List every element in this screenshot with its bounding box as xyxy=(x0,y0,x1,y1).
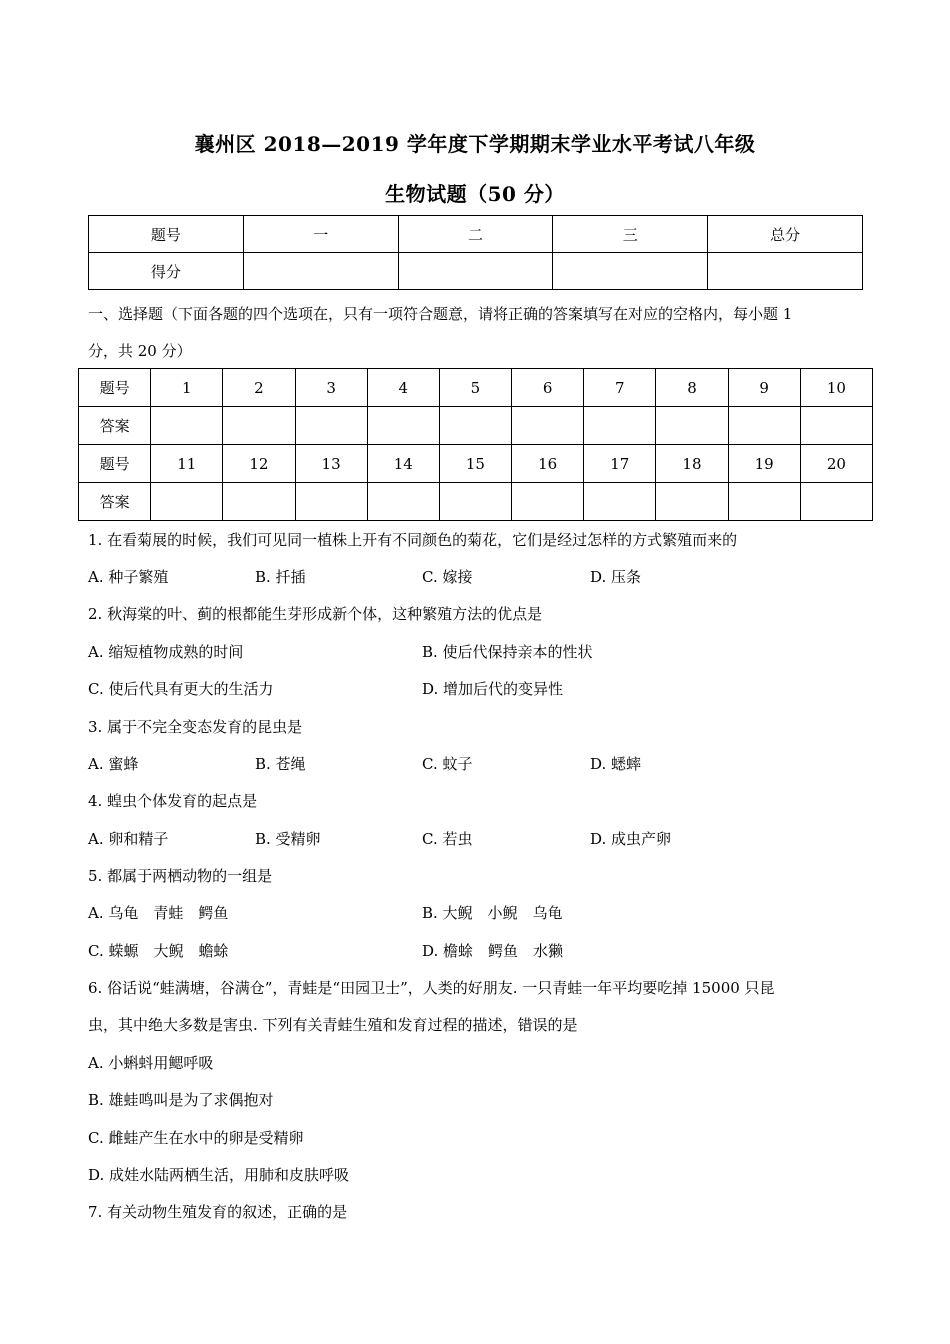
table-cell: 16 xyxy=(512,445,584,483)
table-cell: 12 xyxy=(223,445,295,483)
table-cell: 总分 xyxy=(708,216,863,253)
answer-table-number-row xyxy=(79,445,873,483)
answer-entry-cell xyxy=(295,407,367,445)
answer-entry-cell xyxy=(223,407,295,445)
table-cell: 5 xyxy=(439,369,511,407)
table-cell: 13 xyxy=(295,445,367,483)
q4-option-d: D. 成虫产卵 xyxy=(590,830,672,848)
answer-entry-cell xyxy=(367,483,439,521)
q6-option-a: A. 小蝌蚪用鳃呼吸 xyxy=(88,1054,214,1072)
q1-option-d: D. 压条 xyxy=(590,568,642,586)
answer-entry-cell xyxy=(223,483,295,521)
table-cell: 7 xyxy=(584,369,656,407)
answer-entry-cell xyxy=(800,407,872,445)
table-cell: 4 xyxy=(367,369,439,407)
q2-option-b: B. 使后代保持亲本的性状 xyxy=(422,643,593,661)
question-5-stem: 5. 都属于两栖动物的一组是 xyxy=(88,867,273,885)
q5-option-b: B. 大鲵 小鲵 乌龟 xyxy=(422,904,563,922)
score-entry-cell xyxy=(398,253,553,290)
table-cell: 答案 xyxy=(79,407,151,445)
q5-option-c: C. 蝾螈 大鲵 蟾蜍 xyxy=(88,942,229,960)
question-6-stem-cont: 虫，其中绝大多数是害虫. 下列有关青蛙生殖和发育过程的描述，错误的是 xyxy=(88,1016,578,1034)
answer-entry-cell xyxy=(656,407,728,445)
section-heading-cont: 分，共 20 分） xyxy=(88,342,192,360)
q3-option-d: D. 蟋蟀 xyxy=(590,755,642,773)
question-1-stem: 1. 在看菊展的时候，我们可见同一植株上开有不同颜色的菊花，它们是经过怎样的方式繁殖而来的 xyxy=(88,531,738,549)
exam-subtitle: 生物试题（50 分） xyxy=(385,182,565,206)
question-3-stem: 3. 属于不完全变态发育的昆虫是 xyxy=(88,718,303,736)
table-cell: 题号 xyxy=(79,445,151,483)
q3-option-b: B. 苍绳 xyxy=(255,755,306,773)
answer-entry-cell xyxy=(151,407,223,445)
table-cell: 3 xyxy=(295,369,367,407)
table-cell: 17 xyxy=(584,445,656,483)
score-entry-cell xyxy=(243,253,398,290)
score-entry-cell xyxy=(553,253,708,290)
q2-option-a: A. 缩短植物成熟的时间 xyxy=(88,643,244,661)
q1-option-a: A. 种子繁殖 xyxy=(88,568,169,586)
answer-entry-cell xyxy=(728,407,800,445)
table-cell: 20 xyxy=(800,445,872,483)
table-cell: 题号 xyxy=(89,216,244,253)
table-cell: 18 xyxy=(656,445,728,483)
answer-entry-cell xyxy=(584,407,656,445)
exam-title: 襄州区 2018—2019 学年度下学期期末学业水平考试八年级 xyxy=(194,132,756,156)
q1-option-c: C. 嫁接 xyxy=(422,568,473,586)
table-cell: 14 xyxy=(367,445,439,483)
table-cell: 2 xyxy=(223,369,295,407)
q4-option-a: A. 卵和精子 xyxy=(88,830,169,848)
score-entry-cell xyxy=(708,253,863,290)
q2-option-c: C. 使后代具有更大的生活力 xyxy=(88,680,274,698)
answer-entry-cell xyxy=(367,407,439,445)
table-cell: 题号 xyxy=(79,369,151,407)
answer-entry-cell xyxy=(512,483,584,521)
answer-entry-cell xyxy=(295,483,367,521)
table-cell: 答案 xyxy=(79,483,151,521)
table-cell: 1 xyxy=(151,369,223,407)
table-cell: 得分 xyxy=(89,253,244,290)
answer-entry-cell xyxy=(728,483,800,521)
score-table xyxy=(88,215,863,290)
q4-option-c: C. 若虫 xyxy=(422,830,473,848)
answer-entry-cell xyxy=(800,483,872,521)
q6-option-b: B. 雄蛙鸣叫是为了求偶抱对 xyxy=(88,1091,274,1109)
section-heading: 一、选择题（下面各题的四个选项在，只有一项符合题意，请将正确的答案填写在对应的空格内，每小题 1 xyxy=(88,305,793,323)
q5-option-a: A. 乌龟 青蛙 鳄鱼 xyxy=(88,904,229,922)
table-cell: 19 xyxy=(728,445,800,483)
score-table-score-row xyxy=(89,253,863,290)
q5-option-d: D. 檐蜍 鳄鱼 水獭 xyxy=(422,942,564,960)
score-table-header-row xyxy=(89,216,863,253)
table-cell: 9 xyxy=(728,369,800,407)
answer-entry-cell xyxy=(584,483,656,521)
q4-option-b: B. 受精卵 xyxy=(255,830,321,848)
q1-option-b: B. 扦插 xyxy=(255,568,306,586)
question-6-stem: 6. 俗话说“蛙满塘，谷满仓”，青蛙是“田园卫士”，人类的好朋友. 一只青蛙一年平均要吃掉 15000 只昆 xyxy=(88,979,775,997)
table-cell: 一 xyxy=(243,216,398,253)
q6-option-d: D. 成娃水陆两栖生活，用肺和皮肤呼吸 xyxy=(88,1166,350,1184)
question-2-stem: 2. 秋海棠的叶、蓟的根都能生芽形成新个体，这种繁殖方法的优点是 xyxy=(88,605,543,623)
answer-table-number-row xyxy=(79,369,873,407)
question-4-stem: 4. 蝗虫个体发育的起点是 xyxy=(88,792,258,810)
answer-table-answer-row xyxy=(79,407,873,445)
table-cell: 11 xyxy=(151,445,223,483)
table-cell: 二 xyxy=(398,216,553,253)
question-7-stem: 7. 有关动物生殖发育的叙述，正确的是 xyxy=(88,1203,348,1221)
answer-entry-cell xyxy=(512,407,584,445)
answer-table xyxy=(78,368,873,521)
answer-entry-cell xyxy=(151,483,223,521)
table-cell: 三 xyxy=(553,216,708,253)
answer-entry-cell xyxy=(439,407,511,445)
answer-entry-cell xyxy=(439,483,511,521)
q3-option-c: C. 蚊子 xyxy=(422,755,473,773)
q6-option-c: C. 雌蛙产生在水中的卵是受精卵 xyxy=(88,1129,304,1147)
q2-option-d: D. 增加后代的变异性 xyxy=(422,680,564,698)
answer-entry-cell xyxy=(656,483,728,521)
table-cell: 6 xyxy=(512,369,584,407)
table-cell: 8 xyxy=(656,369,728,407)
answer-table-answer-row xyxy=(79,483,873,521)
table-cell: 10 xyxy=(800,369,872,407)
table-cell: 15 xyxy=(439,445,511,483)
q3-option-a: A. 蜜蜂 xyxy=(88,755,139,773)
